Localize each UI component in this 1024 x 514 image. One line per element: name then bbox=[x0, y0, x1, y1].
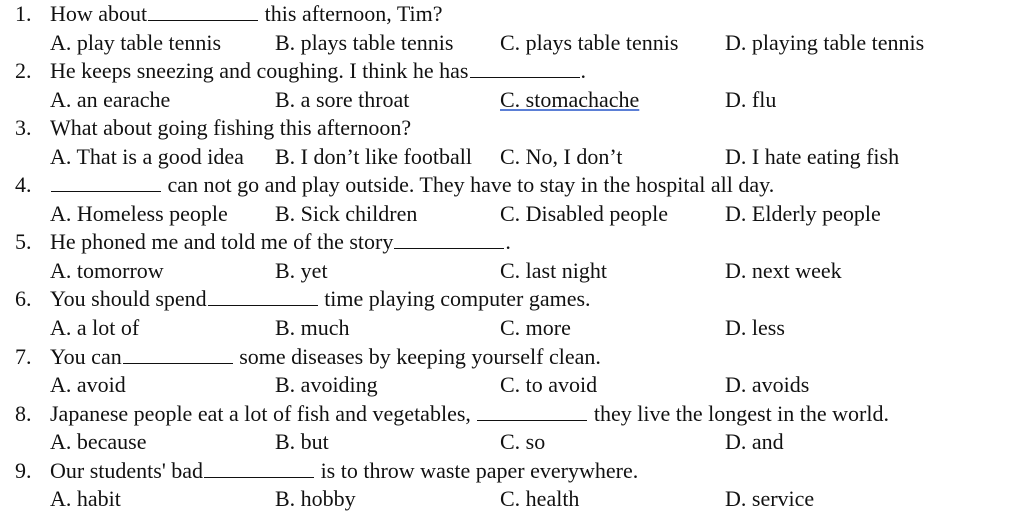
answer-blank bbox=[208, 285, 318, 306]
option-c: C. Disabled people bbox=[500, 200, 669, 226]
stem-after: they live the longest in the world. bbox=[593, 400, 889, 426]
question-text bbox=[50, 400, 889, 428]
option-a: A. habit bbox=[50, 486, 121, 512]
question-number: 7. bbox=[15, 343, 32, 369]
option-b: B. much bbox=[275, 314, 350, 340]
option-b: B. hobby bbox=[275, 486, 356, 512]
stem-after: some diseases by keeping yourself clean. bbox=[239, 343, 601, 369]
question-9 bbox=[0, 457, 1024, 514]
option-a: A. tomorrow bbox=[50, 257, 164, 283]
option-a: A. Homeless people bbox=[50, 200, 228, 226]
option-c: C. so bbox=[500, 429, 546, 455]
option-a: A. an earache bbox=[50, 86, 171, 112]
stem-after: . bbox=[505, 229, 511, 255]
stem-before: How about bbox=[50, 1, 148, 26]
question-text bbox=[50, 228, 511, 256]
stem-before: You can bbox=[50, 343, 122, 369]
answer-blank bbox=[470, 57, 580, 78]
option-a: A. That is a good idea bbox=[50, 143, 244, 169]
question-1 bbox=[0, 0, 1024, 57]
option-b: B. but bbox=[275, 429, 329, 455]
stem-before: You should spend bbox=[50, 286, 207, 312]
option-d: D. service bbox=[725, 486, 815, 512]
question-number: 8. bbox=[15, 400, 32, 426]
stem-before: What about going fishing this afternoon? bbox=[50, 115, 412, 141]
question-number: 6. bbox=[15, 286, 32, 312]
question-text bbox=[50, 114, 411, 142]
stem-after: this afternoon, Tim? bbox=[264, 1, 443, 26]
option-c: C. last night bbox=[500, 257, 607, 283]
option-a: A. a lot of bbox=[50, 314, 140, 340]
stem-after: . bbox=[580, 58, 586, 84]
option-c: C. plays table tennis bbox=[500, 29, 679, 55]
option-b: B. plays table tennis bbox=[275, 29, 454, 55]
option-d: D. and bbox=[725, 429, 784, 455]
question-4 bbox=[0, 171, 1024, 228]
question-number: 9. bbox=[15, 457, 32, 483]
stem-before: Japanese people eat a lot of fish and vegetables, bbox=[50, 400, 471, 426]
question-8 bbox=[0, 400, 1024, 457]
question-5 bbox=[0, 228, 1024, 285]
option-b: B. avoiding bbox=[275, 372, 378, 398]
question-number: 2. bbox=[15, 58, 32, 84]
option-d: D. avoids bbox=[725, 372, 810, 398]
stem-after: can not go and play outside. They have to stay in the hospital all day. bbox=[167, 172, 775, 198]
question-number: 3. bbox=[15, 115, 32, 141]
answer-blank bbox=[123, 343, 233, 364]
question-number: 1. bbox=[15, 1, 32, 26]
question-text bbox=[50, 0, 443, 28]
question-number: 5. bbox=[15, 229, 32, 255]
question-7 bbox=[0, 343, 1024, 400]
stem-after: time playing computer games. bbox=[324, 286, 591, 312]
answer-blank bbox=[51, 171, 161, 192]
option-c: C. health bbox=[500, 486, 580, 512]
option-a: A. avoid bbox=[50, 372, 126, 398]
option-c: C. stomachache bbox=[500, 86, 640, 112]
answer-blank bbox=[148, 0, 258, 21]
answer-blank bbox=[394, 228, 504, 249]
question-text bbox=[50, 343, 601, 371]
option-a: A. play table tennis bbox=[50, 29, 222, 55]
option-c: C. more bbox=[500, 314, 571, 340]
option-d: D. playing table tennis bbox=[725, 29, 925, 55]
question-3 bbox=[0, 114, 1024, 171]
option-b: B. a sore throat bbox=[275, 86, 410, 112]
question-text bbox=[50, 171, 774, 199]
answer-blank bbox=[477, 400, 587, 421]
option-c: C. No, I don’t bbox=[500, 143, 623, 169]
option-b: B. I don’t like football bbox=[275, 143, 472, 169]
option-d: D. flu bbox=[725, 86, 777, 112]
question-6 bbox=[0, 285, 1024, 342]
option-b: B. yet bbox=[275, 257, 328, 283]
question-2 bbox=[0, 57, 1024, 114]
stem-after: is to throw waste paper everywhere. bbox=[320, 457, 639, 483]
stem-before: Our students' bad bbox=[50, 457, 204, 483]
option-c: C. to avoid bbox=[500, 372, 598, 398]
option-d: D. next week bbox=[725, 257, 842, 283]
option-a: A. because bbox=[50, 429, 147, 455]
option-b: B. Sick children bbox=[275, 200, 418, 226]
question-text bbox=[50, 285, 591, 313]
option-d: D. Elderly people bbox=[725, 200, 881, 226]
question-text bbox=[50, 457, 638, 485]
answer-blank bbox=[204, 457, 314, 478]
stem-before: He phoned me and told me of the story bbox=[50, 229, 394, 255]
option-d: D. I hate eating fish bbox=[725, 143, 900, 169]
question-text bbox=[50, 57, 586, 85]
question-number: 4. bbox=[15, 172, 32, 198]
stem-before: He keeps sneezing and coughing. I think he has bbox=[50, 58, 469, 84]
option-d: D. less bbox=[725, 314, 785, 340]
